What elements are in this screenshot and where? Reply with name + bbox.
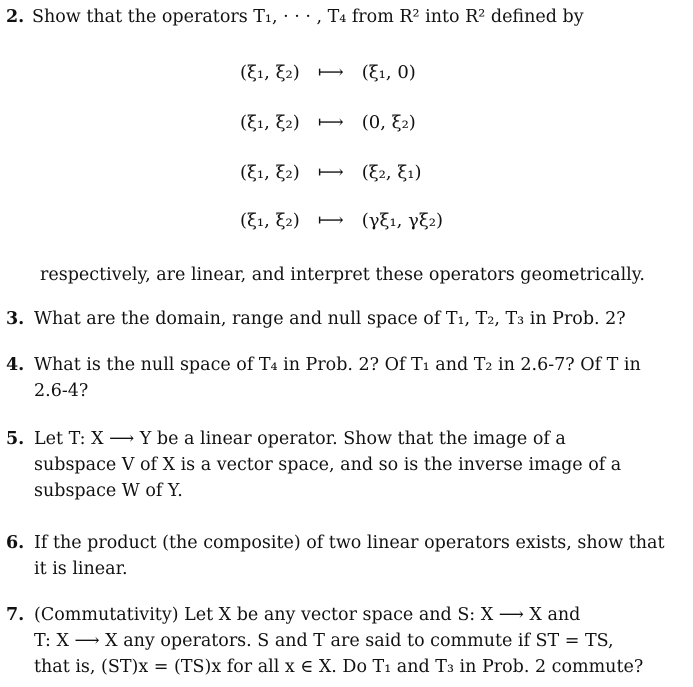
map-t1 (240, 62, 416, 83)
problem-number: 7. (6, 605, 25, 625)
map-t4 (240, 210, 443, 231)
map-t3 (240, 162, 422, 183)
problem-text (34, 352, 686, 404)
text-line: subspace V of X is a vector space, and so is the inverse image of a (34, 455, 622, 475)
map-domain: (ξ₁, ξ₂) (240, 62, 300, 83)
text-line: What are the domain, range and null space of T₁, T₂, T₃ in Prob. 2? (34, 309, 626, 329)
mapsto-arrow-icon: ⟼ (317, 210, 344, 231)
map-image: (0, ξ₂) (361, 112, 416, 133)
text-line: respectively, are linear, and interpret these operators geometrically. (40, 265, 645, 285)
problem-text (34, 306, 686, 332)
problem-text (32, 4, 684, 30)
map-image: (γξ₁, γξ₂) (361, 210, 444, 231)
problem-text (34, 530, 686, 582)
problem-number: 2. (6, 7, 25, 27)
text-line: What is the null space of T₄ in Prob. 2? Of T₁ and T₂ in 2.6-7? Of T in (34, 355, 641, 375)
map-domain: (ξ₁, ξ₂) (240, 162, 300, 183)
problem-text (34, 602, 686, 680)
problem-text (34, 426, 686, 504)
text-line: that is, (ST)x = (TS)x for all x ∈ X. Do T₁ and T₃ in Prob. 2 commute? (34, 657, 644, 677)
problem-number: 4. (6, 355, 25, 375)
map-t2 (240, 112, 416, 133)
map-domain: (ξ₁, ξ₂) (240, 112, 300, 133)
text-line: (Commutativity) Let X be any vector space and S: X ⟶ X and (34, 605, 581, 625)
problem-2-continuation (40, 262, 690, 288)
text-line: Show that the operators T₁, · · · , T₄ from R² into R² defined by (32, 7, 584, 27)
map-domain: (ξ₁, ξ₂) (240, 210, 300, 231)
mapsto-arrow-icon: ⟼ (317, 62, 344, 83)
text-line: T: X ⟶ X any operators. S and T are said to commute if ST = TS, (34, 631, 614, 651)
problem-number: 6. (6, 533, 25, 553)
text-line: Let T: X ⟶ Y be a linear operator. Show that the image of a (34, 429, 566, 449)
map-image: (ξ₂, ξ₁) (361, 162, 422, 183)
mapsto-arrow-icon: ⟼ (317, 112, 344, 133)
problem-number: 5. (6, 429, 25, 449)
mapsto-arrow-icon: ⟼ (317, 162, 344, 183)
text-line: subspace W of Y. (34, 481, 183, 501)
text-line: If the product (the composite) of two linear operators exists, show that (34, 533, 665, 553)
text-line: it is linear. (34, 559, 128, 579)
map-image: (ξ₁, 0) (361, 62, 416, 83)
problem-number: 3. (6, 309, 25, 329)
text-line: 2.6-4? (34, 381, 89, 401)
